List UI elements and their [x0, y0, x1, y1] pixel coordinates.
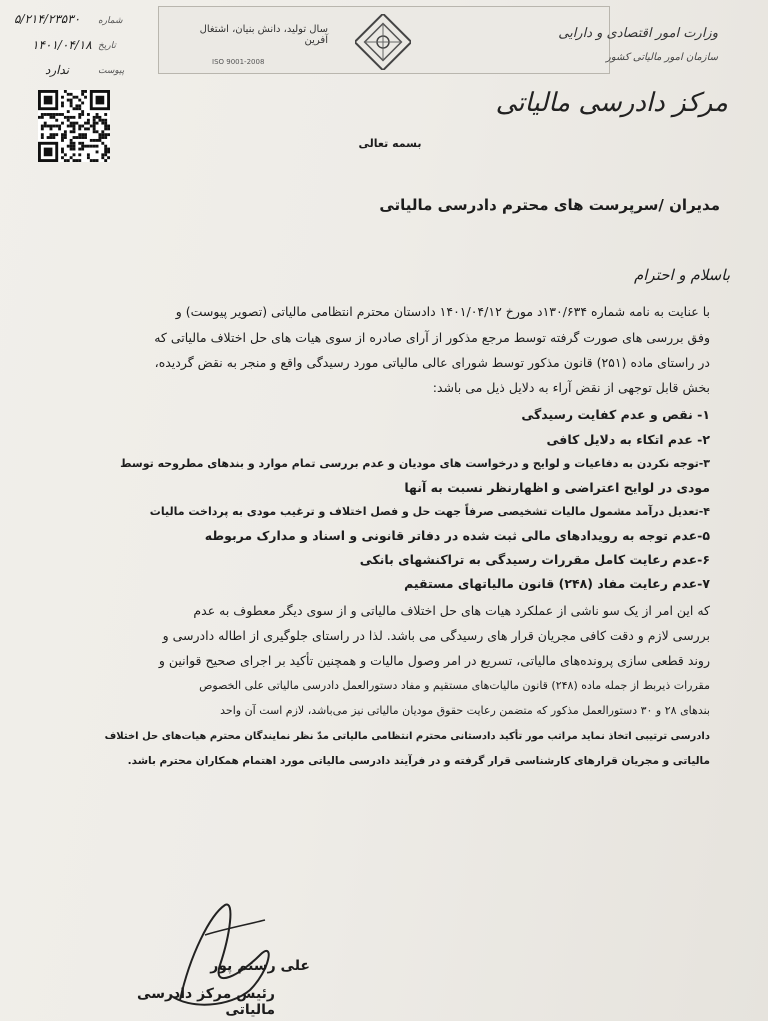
tax-organization-emblem-icon	[355, 14, 411, 70]
year-slogan: سال تولید، دانش بنیان، اشتغال آفرین	[199, 24, 328, 46]
body-line-16: مقررات ذیربط از جمله ماده (۲۴۸) قانون مالیات‌های مستقیم و مفاد دستورالعمل دادرسی مالیاتی علی الخصوص	[199, 679, 710, 692]
body-line-2: وفق بررسی های صورت گرفته توسط مرجع مذکور از آرای صادره از سوی هیات های حل اختلاف مالیاتی که	[154, 330, 710, 345]
center-name: مرکز دادرسی مالیاتی	[495, 88, 728, 118]
reason-4: ۴-تعدیل درآمد مشمول مالیات تشخیصی صرفاً جهت حل و فصل اختلاف و ترغیب مودی به پرداخت مالیات	[149, 505, 710, 518]
attachment-value: ندارد	[45, 63, 70, 77]
number-label: شماره	[98, 16, 123, 26]
body-line-13: که این امر از یک سو ناشی از عملکرد هیات های حل اختلاف مالیاتی و از سوی دیگر معطوف به عدم	[193, 603, 710, 618]
date-label: تاریخ	[98, 41, 116, 51]
body-line-3: در راستای ماده (۲۵۱) قانون مذکور توسط شورای عالی مالیاتی مورد رسیدگی واقع و منجر به نقض گردیده،	[154, 355, 710, 370]
iso-certification: ISO 9001-2008	[212, 58, 265, 66]
reason-1: ۱- نقص و عدم کفایت رسیدگی	[521, 407, 710, 422]
body-line-18: دادرسی ترتیبی اتخاذ نماید مراتب مور تأکید دادستانی محترم انتظامی مالیاتی مدّ نظر نمایندگان محترم هیات‌های حل اختلاف	[104, 731, 710, 742]
ministry-name: وزارت امور اقتصادی و دارایی	[558, 26, 718, 41]
body-line-14: بررسی لازم و دقت کافی مجریان قرار های رسیدگی می باشد. لذا در راستای جلوگیری از اطاله دادرسی و	[162, 628, 710, 643]
body-line-19: مالیاتی و مجریان قرارهای کارشناسی قرار گرفته و در فرآیند دادرسی مالیاتی مورد اهتمام همکاران محترم باشد.	[127, 755, 710, 767]
recipient: مدیران /سرپرست های محترم دادرسی مالیاتی	[379, 196, 720, 214]
signatory-title: رئیس مرکز دادرسی مالیاتی	[137, 986, 275, 1018]
attachment-label: پیوست	[98, 66, 125, 76]
reason-3-cont: مودی در لوایح اعتراضی و اظهارنظر نسبت به آنها	[404, 480, 710, 495]
reason-2: ۲- عدم اتکاء به دلایل کافی	[546, 432, 710, 447]
reason-3: ۳-توجه نکردن به دفاعیات و لوایح و درخواست های مودیان و عدم بررسی تمام موارد و بندهای مطروحه توسط	[120, 457, 710, 470]
organization-name: سازمان امور مالیاتی کشور	[606, 52, 718, 63]
body-line-4: بخش قابل توجهی از نقض آراء به دلایل ذیل می باشد:	[432, 380, 710, 395]
number-value: ۵/۲۱۴/۲۳۵۳۰	[14, 12, 81, 26]
qr-code	[38, 90, 110, 162]
salutation: باسلام و احترام	[633, 266, 730, 284]
reason-7: ۷-عدم رعایت مفاد (۲۴۸) قانون مالیاتهای مستقیم	[404, 576, 710, 591]
body-line-15: روند قطعی سازی پرونده‌های مالیاتی، تسریع در امر وصول مالیات و همچنین تأکید بر اجرای صحیح قوانین و	[158, 653, 710, 668]
bismillah: بسمه تعالی	[358, 137, 422, 150]
reason-6: ۶-عدم رعایت کامل مقررات رسیدگی به تراکنشهای بانکی	[359, 552, 710, 567]
reason-5: ۵-عدم توجه به رویدادهای مالی ثبت شده در دفاتر قانونی و اسناد و مدارک مربوطه	[204, 528, 710, 543]
date-value: ۱۴۰۱/۰۴/۱۸	[32, 38, 92, 52]
body-line-1: با عنایت به نامه شماره ۱۳۰/۶۳۴د مورخ ۱۴۰۱/۰۴/۱۲ دادستان محترم انتظامی مالیاتی (تصویر پیوست) و	[175, 304, 710, 319]
signatory-name: علی رستم پور	[210, 958, 310, 974]
body-line-17: بندهای ۲۸ و ۳۰ دستورالعمل مذکور که متضمن رعایت حقوق مودیان مالیاتی نیز می‌باشد، لازم است آن واحد	[220, 704, 710, 717]
